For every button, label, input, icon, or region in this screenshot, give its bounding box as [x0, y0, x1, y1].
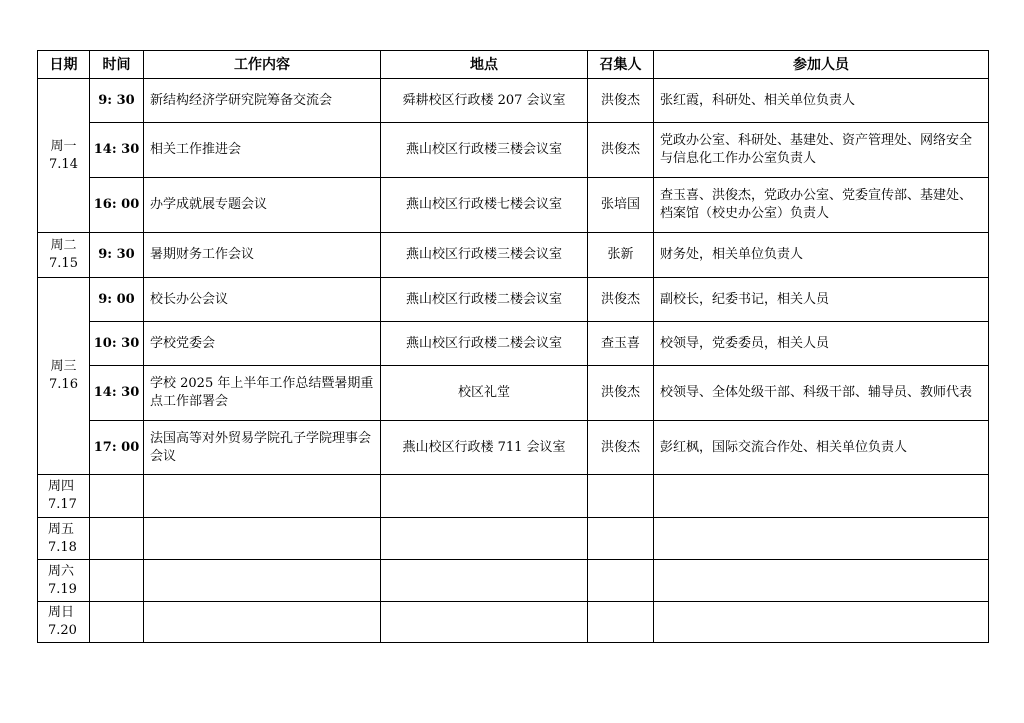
host-cell: 张新: [588, 233, 654, 278]
attendees-cell: 张红霞，科研处、相关单位负责人: [654, 79, 989, 123]
content-cell: [144, 560, 381, 602]
table-row: [38, 79, 989, 123]
content-cell: 暑期财务工作会议: [144, 233, 381, 278]
attendees-cell: 党政办公室、科研处、基建处、资产管理处、网络安全与信息化工作办公室负责人: [654, 123, 989, 178]
weekday-label: 周一: [50, 138, 77, 154]
table-row: [38, 322, 989, 366]
place-cell: 舜耕校区行政楼 207 会议室: [381, 79, 588, 123]
attendees-cell: 查玉喜、洪俊杰，党政办公室、党委宣传部、基建处、档案馆（校史办公室）负责人: [654, 178, 989, 233]
content-cell: 学校党委会: [144, 322, 381, 366]
date-label: 7.14: [49, 156, 78, 172]
host-cell: [588, 518, 654, 560]
header-attendees: 参加人员: [654, 51, 989, 79]
weekday-label: 周五: [48, 521, 75, 537]
time-cell: 9: 00: [90, 278, 144, 322]
day-cell: [38, 475, 90, 518]
place-cell: 燕山校区行政楼七楼会议室: [381, 178, 588, 233]
host-cell: 洪俊杰: [588, 79, 654, 123]
time-cell: 14: 30: [90, 123, 144, 178]
date-label: 7.19: [48, 581, 77, 597]
content-cell: [144, 475, 381, 518]
content-cell: [144, 602, 381, 643]
table-row: [38, 475, 989, 518]
attendees-cell: 校领导，党委委员，相关人员: [654, 322, 989, 366]
time-cell: 9: 30: [90, 79, 144, 123]
weekday-label: 周六: [48, 563, 75, 579]
time-cell: [90, 518, 144, 560]
date-label: 7.18: [48, 539, 77, 555]
attendees-cell: 财务处，相关单位负责人: [654, 233, 989, 278]
time-cell: 9: 30: [90, 233, 144, 278]
table-row: [38, 123, 989, 178]
attendees-cell: [654, 602, 989, 643]
place-cell: 校区礼堂: [381, 366, 588, 421]
place-cell: [381, 518, 588, 560]
time-cell: 16: 00: [90, 178, 144, 233]
attendees-cell: [654, 560, 989, 602]
time-cell: [90, 602, 144, 643]
place-cell: [381, 602, 588, 643]
day-cell: [38, 602, 90, 643]
content-cell: 新结构经济学研究院筹备交流会: [144, 79, 381, 123]
header-date: 日期: [38, 51, 90, 79]
day-cell: [38, 278, 90, 475]
header-host: 召集人: [588, 51, 654, 79]
host-cell: [588, 602, 654, 643]
time-cell: 17: 00: [90, 421, 144, 475]
day-cell: [38, 518, 90, 560]
host-cell: 洪俊杰: [588, 278, 654, 322]
day-cell: [38, 233, 90, 278]
day-cell: [38, 79, 90, 233]
attendees-cell: [654, 518, 989, 560]
time-cell: [90, 475, 144, 518]
host-cell: 洪俊杰: [588, 421, 654, 475]
place-cell: 燕山校区行政楼三楼会议室: [381, 123, 588, 178]
place-cell: 燕山校区行政楼二楼会议室: [381, 322, 588, 366]
header-row: [38, 51, 989, 79]
weekday-label: 周二: [50, 238, 77, 253]
header-content: 工作内容: [144, 51, 381, 79]
table-row: [38, 602, 989, 643]
attendees-cell: [654, 475, 989, 518]
content-cell: 学校 2025 年上半年工作总结暨暑期重点工作部署会: [144, 366, 381, 421]
date-label: 7.16: [49, 377, 78, 392]
attendees-cell: 副校长，纪委书记，相关人员: [654, 278, 989, 322]
content-cell: 法国高等对外贸易学院孔子学院理事会会议: [144, 421, 381, 475]
table-row: [38, 233, 989, 278]
table-row: [38, 278, 989, 322]
attendees-cell: 彭红枫，国际交流合作处、相关单位负责人: [654, 421, 989, 475]
header-place: 地点: [381, 51, 588, 79]
host-cell: 洪俊杰: [588, 366, 654, 421]
weekday-label: 周四: [48, 479, 75, 494]
content-cell: 校长办公会议: [144, 278, 381, 322]
place-cell: 燕山校区行政楼 711 会议室: [381, 421, 588, 475]
date-label: 7.20: [48, 623, 77, 638]
host-cell: [588, 475, 654, 518]
table-row: [38, 366, 989, 421]
weekday-label: 周日: [48, 605, 75, 620]
time-cell: 14: 30: [90, 366, 144, 421]
content-cell: 办学成就展专题会议: [144, 178, 381, 233]
place-cell: [381, 475, 588, 518]
weekday-label: 周三: [50, 359, 77, 374]
header-time: 时间: [90, 51, 144, 79]
day-cell: [38, 560, 90, 602]
date-label: 7.15: [49, 256, 78, 271]
date-label: 7.17: [48, 497, 77, 512]
table-row: [38, 421, 989, 475]
content-cell: 相关工作推进会: [144, 123, 381, 178]
time-cell: [90, 560, 144, 602]
weekly-schedule-table: [37, 50, 989, 643]
place-cell: [381, 560, 588, 602]
time-cell: 10: 30: [90, 322, 144, 366]
place-cell: 燕山校区行政楼二楼会议室: [381, 278, 588, 322]
host-cell: 张培国: [588, 178, 654, 233]
host-cell: 查玉喜: [588, 322, 654, 366]
attendees-cell: 校领导、全体处级干部、科级干部、辅导员、教师代表: [654, 366, 989, 421]
table-row: [38, 560, 989, 602]
place-cell: 燕山校区行政楼三楼会议室: [381, 233, 588, 278]
host-cell: [588, 560, 654, 602]
table-row: [38, 518, 989, 560]
table-row: [38, 178, 989, 233]
content-cell: [144, 518, 381, 560]
host-cell: 洪俊杰: [588, 123, 654, 178]
